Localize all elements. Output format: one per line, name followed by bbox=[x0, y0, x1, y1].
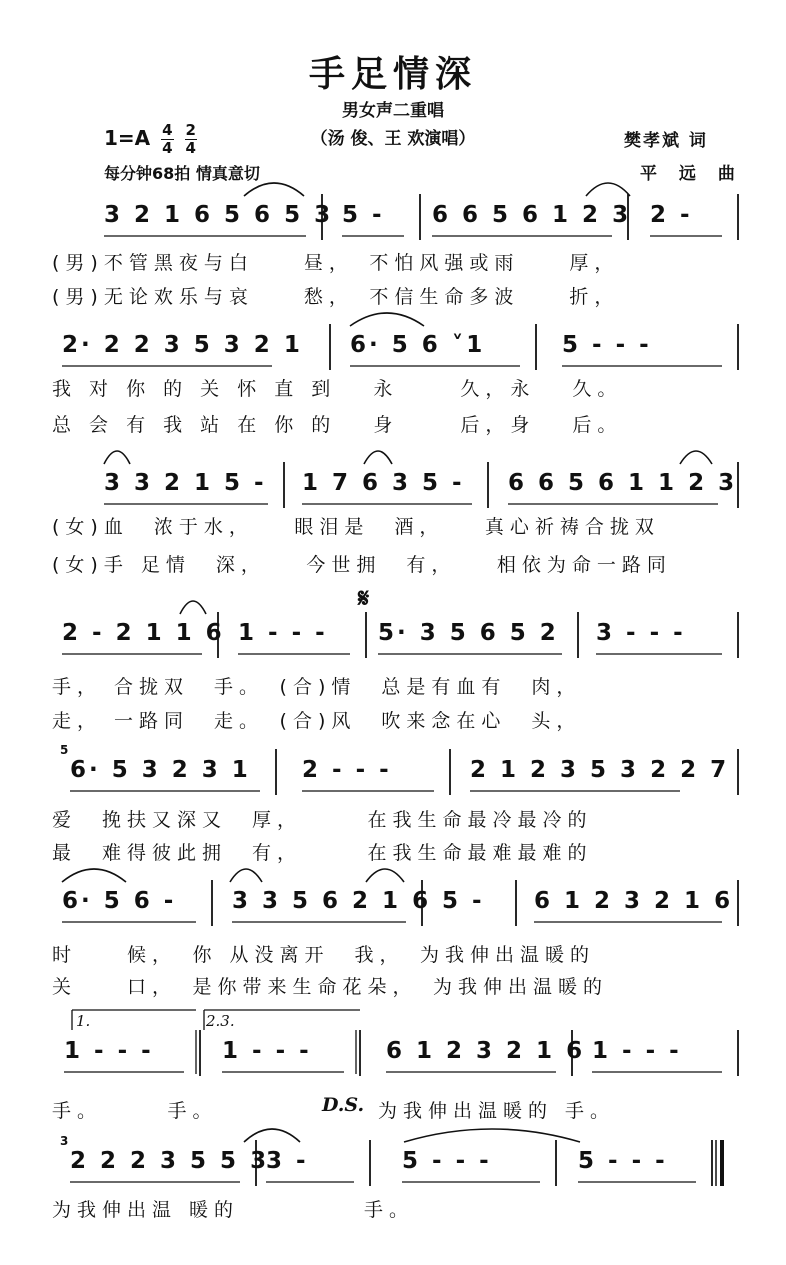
measure-notes: 6 1 2 3 2 1 6 bbox=[386, 1038, 586, 1064]
da-segno-mark: D.S. bbox=[322, 1094, 365, 1116]
measure-notes: 6· 5 3 2 3 1 bbox=[70, 757, 251, 783]
slur-arc bbox=[244, 183, 304, 196]
slur-arc bbox=[180, 601, 206, 614]
measure-notes: 6 6 5 6 1 1 2 3 bbox=[508, 470, 738, 496]
lyricist-credit: 樊孝斌 词 bbox=[624, 131, 708, 151]
lyric-line: 时 候， 你 从没离开 我， 为我伸出温暖的 bbox=[52, 944, 596, 966]
slur-arc bbox=[586, 183, 630, 196]
lyric-line: (女)手 足情 深， 今世拥 有， 相依为命一路同 bbox=[52, 554, 672, 576]
measure-notes: 1 - - - bbox=[64, 1038, 154, 1064]
measure-notes: 2 2 2 3 5 5 3 bbox=[70, 1148, 270, 1174]
measure-notes: 1 7 6 3 5 - bbox=[302, 470, 465, 496]
slur-arc bbox=[364, 451, 392, 464]
measure-notes: 3 3 2 1 5 - bbox=[104, 470, 267, 496]
slur-arc bbox=[404, 1129, 580, 1142]
lyric-line: 走， 一路同 走。 (合)风 吹来念在心 头， bbox=[52, 710, 582, 732]
measure-notes: 1 - - - bbox=[222, 1038, 312, 1064]
lyric-line: 关 口， 是你带来生命花朵， 为我伸出温暖的 bbox=[52, 976, 609, 998]
grace-note: 3 bbox=[60, 1134, 72, 1148]
measure-notes: 1 - - - bbox=[238, 620, 328, 646]
measure-notes: 5 - - - bbox=[578, 1148, 668, 1174]
grace-note: 5 bbox=[60, 743, 72, 757]
time-signature-1: $\frac{4}{4}$ bbox=[162, 121, 173, 157]
song-subtitle: 男女声二重唱 bbox=[342, 101, 444, 121]
measure-notes: 3 3 5 6 2 1 6 bbox=[232, 888, 432, 914]
slur-arc bbox=[62, 869, 126, 882]
measure-notes: 3 - - - bbox=[596, 620, 686, 646]
time-signature-2: $\frac{2}{4}$ bbox=[185, 121, 196, 157]
slur-arc bbox=[230, 869, 262, 882]
measure-notes: 6· 5 6 - bbox=[62, 888, 177, 914]
measure-notes: 1 - - - bbox=[592, 1038, 682, 1064]
slur-arc bbox=[366, 869, 404, 882]
measure-notes: 2 - - - bbox=[302, 757, 392, 783]
measure-notes: 6· 5 6 ˅1 bbox=[350, 332, 486, 358]
song-title: 手足情深 bbox=[308, 54, 477, 95]
measure-notes: 6 6 5 6 1 2 3 bbox=[432, 202, 632, 228]
measure-notes: 6 1 2 3 2 1 6 bbox=[534, 888, 734, 914]
singers-credit: （汤 俊、王 欢演唱） bbox=[310, 129, 476, 149]
lyric-line: (男)不管黑夜与白 昼， 不怕风强或雨 厚， bbox=[52, 252, 620, 274]
slur-arc bbox=[350, 313, 424, 326]
volta-2: 2.3. bbox=[206, 1012, 235, 1030]
measure-notes: 2 1 2 3 5 3 2 2 7 bbox=[470, 757, 730, 783]
measure-notes: 3 - bbox=[266, 1148, 309, 1174]
lyric-line: (女)血 浓于水， 眼泪是 酒， 真心祈祷合拢双 bbox=[52, 516, 660, 538]
measure-notes: 5 - - - bbox=[562, 332, 652, 358]
slur-arc bbox=[680, 451, 712, 464]
lyric-line: (男)无论欢乐与哀 愁， 不信生命多波 折， bbox=[52, 286, 620, 308]
tempo-marking: 每分钟68拍 情真意切 bbox=[104, 164, 260, 183]
measure-notes: 5· 3 5 6 5 2 bbox=[378, 620, 559, 646]
lyric-line: 手。 手。 bbox=[52, 1100, 218, 1122]
measure-notes: 2 - bbox=[650, 202, 693, 228]
da-segno-lyric: 为我伸出温暖的 手。 bbox=[378, 1100, 616, 1122]
lyric-line: 最 难得彼此拥 有， 在我生命最难最难的 bbox=[52, 842, 593, 864]
measure-notes: 2· 2 2 3 5 3 2 1 bbox=[62, 332, 303, 358]
key-label: 1=A bbox=[104, 126, 151, 150]
lyric-line: 手， 合拢双 手。 (合)情 总是有血有 肉， bbox=[52, 676, 582, 698]
composer-credit: 平 远 曲 bbox=[640, 164, 743, 184]
measure-notes: 5 - - - bbox=[402, 1148, 492, 1174]
volta-1: 1. bbox=[76, 1012, 91, 1030]
lyric-line: 爱 挽扶又深又 厚， 在我生命最冷最冷的 bbox=[52, 809, 593, 831]
measure-notes: 5 - bbox=[442, 888, 485, 914]
lyric-line: 总 会 有 我 站 在 你 的 身 后，身 后。 bbox=[52, 414, 623, 436]
slur-arc bbox=[244, 1129, 300, 1142]
lyric-line: 我 对 你 的 关 怀 直 到 永 久，永 久。 bbox=[52, 378, 623, 400]
lyric-line: 为我伸出温 暖的 手。 bbox=[52, 1199, 415, 1221]
slur-arc bbox=[104, 451, 130, 464]
measure-notes: 5 - bbox=[342, 202, 385, 228]
segno-sign: 𝄋 bbox=[358, 584, 373, 614]
measure-notes: 3 2 1 6 5 6 5 3 bbox=[104, 202, 334, 228]
measure-notes: 2 - 2 1 1 6 bbox=[62, 620, 225, 646]
